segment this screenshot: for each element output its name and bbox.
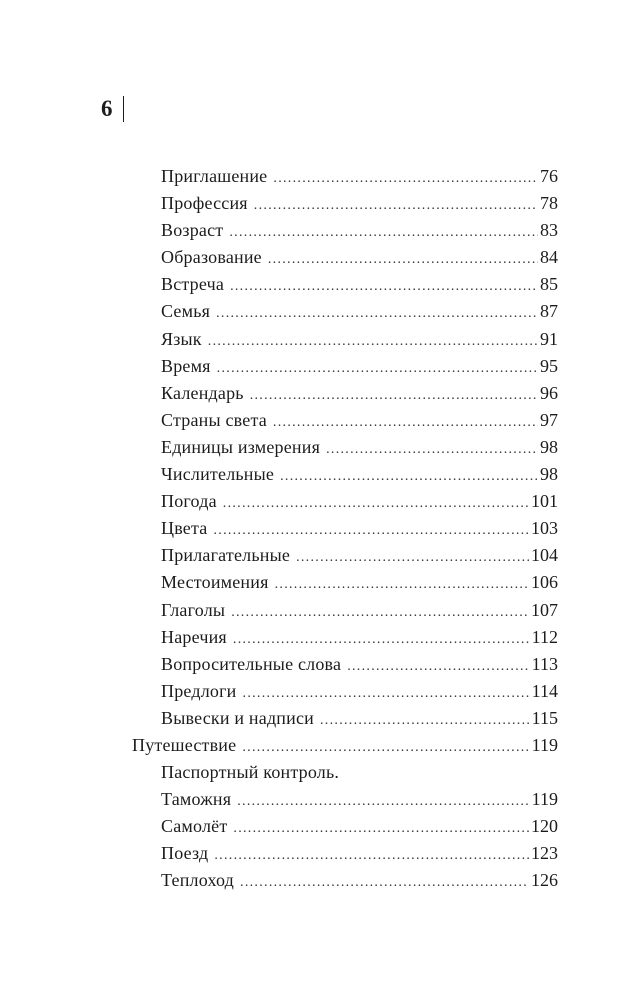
toc-entry-title: Время — [161, 355, 211, 376]
toc-entry[interactable] — [161, 840, 558, 867]
toc-entry[interactable] — [161, 244, 558, 271]
toc-entry-title: Возраст — [161, 220, 224, 241]
toc-entry-title: Язык — [161, 328, 202, 349]
toc-entry-title: Календарь — [161, 382, 244, 403]
toc-entry-page: 83 — [540, 220, 558, 241]
toc-entry[interactable] — [161, 542, 558, 569]
dot-leader — [230, 273, 538, 300]
dot-leader — [216, 300, 538, 327]
table-of-contents — [0, 163, 640, 895]
toc-entry-title: Погода — [161, 491, 217, 512]
dot-leader — [273, 165, 538, 192]
dot-leader — [208, 328, 538, 355]
toc-entry[interactable] — [161, 271, 558, 298]
toc-entry-page: 97 — [540, 409, 558, 430]
dot-leader — [320, 707, 530, 734]
toc-entry-page: 84 — [540, 247, 558, 268]
toc-entry-page: 107 — [531, 599, 558, 620]
toc-entry[interactable] — [161, 298, 558, 325]
toc-entry-page: 98 — [540, 436, 558, 457]
dot-leader — [229, 219, 538, 246]
page-header — [101, 94, 124, 124]
toc-entry-title: Приглашение — [161, 166, 268, 186]
toc-entry-page: 76 — [540, 166, 558, 186]
toc-entry-title: Наречия — [161, 626, 227, 647]
toc-entry-title: Таможня — [161, 789, 232, 810]
toc-entry-page: 91 — [540, 328, 558, 349]
toc-entry[interactable] — [161, 867, 558, 894]
toc-entry-page: 104 — [531, 545, 558, 566]
header-divider — [123, 96, 125, 122]
toc-entry-title: Теплоход — [161, 870, 235, 891]
toc-entry[interactable] — [161, 190, 558, 217]
toc-entry-title: Вывески и надписи — [161, 707, 314, 728]
dot-leader — [233, 626, 530, 653]
toc-entry[interactable] — [161, 705, 558, 732]
dot-leader — [275, 571, 529, 598]
toc-entry-title: Поезд — [161, 843, 209, 864]
dot-leader — [243, 680, 530, 707]
toc-entry[interactable] — [161, 813, 558, 840]
toc-entry-title: Семья — [161, 301, 211, 322]
toc-entry-page: 119 — [531, 789, 558, 810]
toc-entry[interactable] — [161, 569, 558, 596]
toc-entry-page: 95 — [540, 355, 558, 376]
toc-entry-page: 85 — [540, 274, 558, 295]
dot-leader — [296, 544, 529, 571]
toc-entry-page: 120 — [531, 816, 558, 837]
toc-entry-title: Числительные — [161, 464, 275, 485]
toc-entry[interactable] — [161, 163, 558, 190]
dot-leader — [326, 436, 538, 463]
dot-leader — [240, 869, 529, 896]
dot-leader — [268, 246, 538, 273]
toc-section-page: 119 — [531, 734, 558, 755]
toc-entry — [161, 759, 558, 786]
toc-entry[interactable] — [161, 488, 558, 515]
toc-entry-title: Предлоги — [161, 680, 237, 701]
toc-entry[interactable] — [161, 326, 558, 353]
toc-entry-title: Паспортный контроль. — [161, 762, 340, 783]
toc-entry-page: 114 — [531, 680, 558, 701]
dot-leader — [213, 517, 529, 544]
dot-leader — [280, 463, 538, 490]
toc-entry-title: Страны света — [161, 409, 267, 430]
toc-entry[interactable] — [161, 461, 558, 488]
page-number: 6 — [101, 96, 113, 121]
toc-entry[interactable] — [161, 786, 558, 813]
toc-entry-title: Встреча — [161, 274, 225, 295]
toc-entry[interactable] — [161, 651, 558, 678]
toc-entry-title: Глаголы — [161, 599, 226, 620]
toc-entry[interactable] — [161, 407, 558, 434]
dot-leader — [250, 382, 538, 409]
toc-entry-title: Единицы измерения — [161, 436, 321, 457]
toc-entry-page: 123 — [531, 843, 558, 864]
toc-entry[interactable] — [161, 217, 558, 244]
toc-section[interactable] — [132, 732, 558, 759]
toc-entry-page: 98 — [540, 464, 558, 485]
toc-section-title: Путешествие — [132, 734, 237, 755]
dot-leader — [237, 788, 529, 815]
toc-entry-page: 126 — [531, 870, 558, 891]
toc-entry-page: 113 — [531, 653, 558, 674]
toc-entry-title: Цвета — [161, 518, 208, 539]
toc-entry-page: 101 — [531, 491, 558, 512]
dot-leader — [231, 599, 529, 626]
toc-entry-page: 106 — [531, 572, 558, 593]
toc-entry[interactable] — [161, 353, 558, 380]
toc-entry-title: Образование — [161, 247, 262, 268]
toc-entry[interactable] — [161, 624, 558, 651]
toc-entry[interactable] — [161, 597, 558, 624]
toc-entry-page: 103 — [531, 518, 558, 539]
toc-entry-title: Прилагательные — [161, 545, 291, 566]
dot-leader — [214, 842, 529, 869]
toc-entry-page: 87 — [540, 301, 558, 322]
toc-entry-title: Самолёт — [161, 816, 228, 837]
toc-entry-page: 115 — [531, 707, 558, 728]
dot-leader — [273, 409, 538, 436]
toc-entry-page: 112 — [531, 626, 558, 647]
dot-leader — [233, 815, 529, 842]
dot-leader — [254, 192, 538, 219]
toc-entry[interactable] — [161, 380, 558, 407]
toc-entry[interactable] — [161, 515, 558, 542]
toc-entry[interactable] — [161, 434, 558, 461]
toc-entry-page: 78 — [540, 193, 558, 214]
toc-entry[interactable] — [161, 678, 558, 705]
toc-entry-title: Профессия — [161, 193, 248, 214]
toc-entry-page: 96 — [540, 382, 558, 403]
dot-leader — [242, 734, 529, 761]
toc-entry-title: Вопросительные слова — [161, 653, 342, 674]
dot-leader — [223, 490, 529, 517]
dot-leader — [217, 355, 538, 382]
toc-entry-title: Местоимения — [161, 572, 269, 593]
dot-leader — [347, 653, 529, 680]
